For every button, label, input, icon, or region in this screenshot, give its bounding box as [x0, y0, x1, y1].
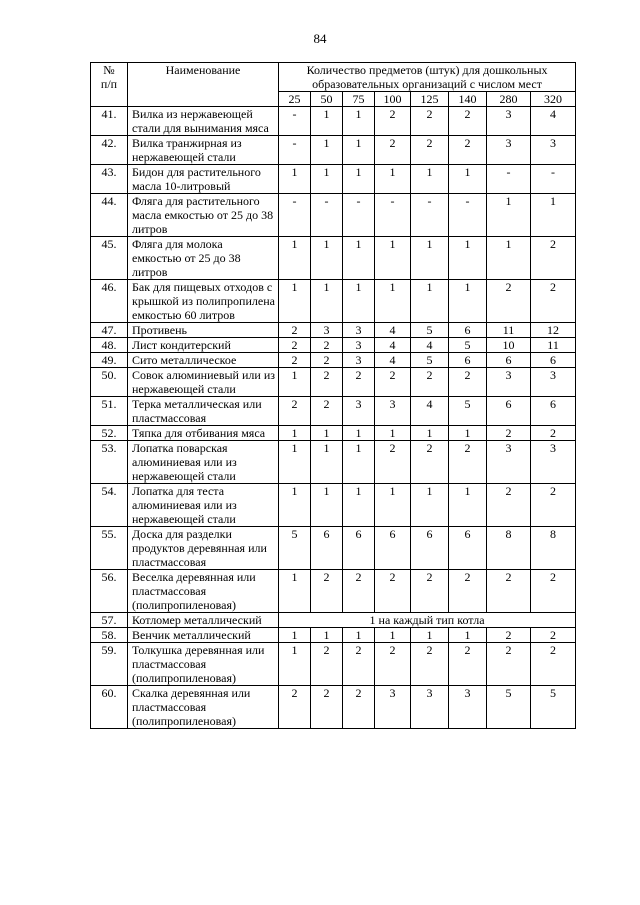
row-quantity-75: - — [343, 194, 375, 237]
row-quantity-25: 2 — [279, 353, 311, 368]
row-quantity-50: 1 — [311, 165, 343, 194]
row-item-name: Лист кондитерский — [128, 338, 279, 353]
row-quantity-25: - — [279, 136, 311, 165]
header-capacity-320: 320 — [531, 92, 576, 107]
row-quantity-100: 3 — [375, 397, 411, 426]
row-quantity-140: 5 — [449, 338, 487, 353]
row-quantity-75: 2 — [343, 686, 375, 729]
row-quantity-50: 1 — [311, 107, 343, 136]
row-quantity-140: 5 — [449, 397, 487, 426]
table-row — [91, 613, 576, 628]
row-quantity-25: - — [279, 194, 311, 237]
row-quantity-50: 1 — [311, 237, 343, 280]
row-quantity-140: 2 — [449, 368, 487, 397]
header-capacity-100: 100 — [375, 92, 411, 107]
row-quantity-125: 5 — [411, 323, 449, 338]
row-number: 51. — [91, 397, 128, 426]
row-quantity-25: 1 — [279, 570, 311, 613]
row-quantity-140: 6 — [449, 527, 487, 570]
row-quantity-25: 1 — [279, 628, 311, 643]
row-quantity-125: 1 — [411, 628, 449, 643]
row-quantity-320: 2 — [531, 426, 576, 441]
row-quantity-140: 6 — [449, 323, 487, 338]
row-quantity-320: 2 — [531, 643, 576, 686]
row-number: 53. — [91, 441, 128, 484]
row-quantity-50: 2 — [311, 368, 343, 397]
header-capacity-125: 125 — [411, 92, 449, 107]
row-quantity-280: 8 — [487, 527, 531, 570]
row-quantity-140: 3 — [449, 686, 487, 729]
row-quantity-50: 1 — [311, 280, 343, 323]
row-quantity-280: 2 — [487, 426, 531, 441]
row-quantity-125: 4 — [411, 338, 449, 353]
row-quantity-100: - — [375, 194, 411, 237]
row-quantity-320: 6 — [531, 353, 576, 368]
row-item-name: Венчик металлический — [128, 628, 279, 643]
row-quantity-75: 1 — [343, 484, 375, 527]
row-quantity-75: 1 — [343, 441, 375, 484]
row-item-name: Бидон для растительного масла 10-литровый — [128, 165, 279, 194]
row-number: 60. — [91, 686, 128, 729]
header-capacity-75: 75 — [343, 92, 375, 107]
header-name: Наименование — [128, 63, 279, 107]
row-quantity-25: - — [279, 107, 311, 136]
row-quantity-50: 1 — [311, 426, 343, 441]
row-quantity-25: 1 — [279, 280, 311, 323]
row-quantity-25: 1 — [279, 165, 311, 194]
row-quantity-320: 2 — [531, 628, 576, 643]
row-number: 46. — [91, 280, 128, 323]
row-quantity-50: 1 — [311, 628, 343, 643]
row-number: 56. — [91, 570, 128, 613]
row-quantity-125: 3 — [411, 686, 449, 729]
row-quantity-140: 2 — [449, 107, 487, 136]
row-quantity-25: 1 — [279, 441, 311, 484]
row-quantity-100: 3 — [375, 686, 411, 729]
row-quantity-25: 2 — [279, 686, 311, 729]
table-row — [91, 441, 576, 484]
row-quantity-100: 1 — [375, 165, 411, 194]
header-capacity-140: 140 — [449, 92, 487, 107]
row-quantity-100: 1 — [375, 426, 411, 441]
table-row — [91, 353, 576, 368]
row-number: 43. — [91, 165, 128, 194]
row-item-name: Сито металлическое — [128, 353, 279, 368]
row-quantity-140: 2 — [449, 643, 487, 686]
row-item-name: Котломер металлический — [128, 613, 279, 628]
table-row — [91, 323, 576, 338]
row-quantity-75: 3 — [343, 338, 375, 353]
row-quantity-140: 1 — [449, 165, 487, 194]
row-quantity-125: 6 — [411, 527, 449, 570]
row-quantity-125: - — [411, 194, 449, 237]
header-capacity-280: 280 — [487, 92, 531, 107]
row-quantity-140: 1 — [449, 628, 487, 643]
row-number: 50. — [91, 368, 128, 397]
row-quantity-75: 1 — [343, 237, 375, 280]
table-row — [91, 368, 576, 397]
row-quantity-140: - — [449, 194, 487, 237]
table-row — [91, 280, 576, 323]
row-item-name: Доска для разделки продуктов деревянная или пластмассовая — [128, 527, 279, 570]
header-capacity-50: 50 — [311, 92, 343, 107]
row-quantity-25: 1 — [279, 484, 311, 527]
row-quantity-125: 5 — [411, 353, 449, 368]
row-quantity-280: 1 — [487, 237, 531, 280]
row-quantity-280: 6 — [487, 397, 531, 426]
table-row — [91, 194, 576, 237]
row-quantity-100: 2 — [375, 570, 411, 613]
row-number: 54. — [91, 484, 128, 527]
row-item-name: Вилка транжирная из нержавеющей стали — [128, 136, 279, 165]
row-item-name: Скалка деревянная или пластмассовая (полипропиленовая) — [128, 686, 279, 729]
row-quantity-50: 2 — [311, 643, 343, 686]
row-number: 48. — [91, 338, 128, 353]
row-quantity-75: 1 — [343, 107, 375, 136]
header-capacity-25: 25 — [279, 92, 311, 107]
row-quantity-50: 2 — [311, 353, 343, 368]
row-number: 57. — [91, 613, 128, 628]
row-number: 47. — [91, 323, 128, 338]
row-quantity-25: 2 — [279, 323, 311, 338]
row-quantity-320: 3 — [531, 136, 576, 165]
row-span-note: 1 на каждый тип котла — [279, 613, 576, 628]
row-quantity-280: 3 — [487, 136, 531, 165]
row-number: 45. — [91, 237, 128, 280]
row-quantity-125: 2 — [411, 570, 449, 613]
row-quantity-100: 1 — [375, 484, 411, 527]
row-quantity-280: 2 — [487, 280, 531, 323]
row-quantity-320: 4 — [531, 107, 576, 136]
row-quantity-50: 1 — [311, 484, 343, 527]
row-quantity-100: 6 — [375, 527, 411, 570]
row-quantity-100: 2 — [375, 643, 411, 686]
row-quantity-100: 2 — [375, 368, 411, 397]
row-quantity-50: 2 — [311, 686, 343, 729]
row-number: 59. — [91, 643, 128, 686]
row-quantity-280: 6 — [487, 353, 531, 368]
row-quantity-100: 2 — [375, 107, 411, 136]
row-quantity-75: 1 — [343, 165, 375, 194]
row-quantity-140: 6 — [449, 353, 487, 368]
row-quantity-320: 6 — [531, 397, 576, 426]
row-quantity-280: 11 — [487, 323, 531, 338]
row-quantity-50: 1 — [311, 136, 343, 165]
table-row — [91, 628, 576, 643]
row-quantity-320: 2 — [531, 280, 576, 323]
row-item-name: Лопатка поварская алюминиевая или из нержавеющей стали — [128, 441, 279, 484]
row-number: 52. — [91, 426, 128, 441]
row-quantity-25: 1 — [279, 643, 311, 686]
table-row — [91, 686, 576, 729]
row-quantity-75: 6 — [343, 527, 375, 570]
row-quantity-100: 1 — [375, 280, 411, 323]
row-quantity-75: 3 — [343, 397, 375, 426]
row-quantity-125: 1 — [411, 426, 449, 441]
row-item-name: Лопатка для теста алюминиевая или из нержавеющей стали — [128, 484, 279, 527]
row-quantity-100: 1 — [375, 237, 411, 280]
row-quantity-125: 2 — [411, 441, 449, 484]
row-quantity-280: 2 — [487, 643, 531, 686]
row-quantity-140: 1 — [449, 280, 487, 323]
row-quantity-320: 1 — [531, 194, 576, 237]
row-quantity-320: 3 — [531, 441, 576, 484]
row-quantity-125: 1 — [411, 237, 449, 280]
row-item-name: Противень — [128, 323, 279, 338]
row-quantity-320: - — [531, 165, 576, 194]
page-number: 84 — [313, 31, 327, 46]
table-header — [91, 63, 576, 107]
table-row — [91, 527, 576, 570]
table-row — [91, 136, 576, 165]
row-quantity-75: 2 — [343, 368, 375, 397]
row-quantity-320: 3 — [531, 368, 576, 397]
row-quantity-25: 2 — [279, 338, 311, 353]
row-quantity-75: 1 — [343, 628, 375, 643]
row-item-name: Вилка из нержавеющей стали для вынимания мяса — [128, 107, 279, 136]
row-quantity-25: 1 — [279, 426, 311, 441]
header-quantity: Количество предметов (штук) для дошкольных образовательных организаций с числом мест — [279, 63, 576, 92]
row-quantity-140: 1 — [449, 426, 487, 441]
row-quantity-75: 3 — [343, 323, 375, 338]
row-item-name: Совок алюминиевый или из нержавеющей стали — [128, 368, 279, 397]
row-quantity-320: 5 — [531, 686, 576, 729]
row-quantity-75: 2 — [343, 643, 375, 686]
row-item-name: Фляга для растительного масла емкостью от 25 до 38 литров — [128, 194, 279, 237]
row-quantity-50: 2 — [311, 570, 343, 613]
row-quantity-280: 5 — [487, 686, 531, 729]
row-quantity-320: 2 — [531, 237, 576, 280]
header-num: № п/п — [91, 63, 128, 107]
table-row — [91, 484, 576, 527]
row-quantity-140: 1 — [449, 484, 487, 527]
row-quantity-320: 2 — [531, 484, 576, 527]
row-quantity-125: 1 — [411, 165, 449, 194]
row-quantity-50: 2 — [311, 338, 343, 353]
row-quantity-125: 2 — [411, 368, 449, 397]
table-row — [91, 570, 576, 613]
row-quantity-125: 2 — [411, 643, 449, 686]
row-quantity-125: 1 — [411, 484, 449, 527]
row-number: 42. — [91, 136, 128, 165]
row-quantity-280: 3 — [487, 107, 531, 136]
row-quantity-280: 2 — [487, 628, 531, 643]
row-quantity-280: 3 — [487, 441, 531, 484]
row-quantity-140: 1 — [449, 237, 487, 280]
row-quantity-280: 2 — [487, 570, 531, 613]
table-row — [91, 237, 576, 280]
row-quantity-320: 12 — [531, 323, 576, 338]
row-quantity-125: 2 — [411, 136, 449, 165]
row-quantity-75: 3 — [343, 353, 375, 368]
row-quantity-320: 8 — [531, 527, 576, 570]
table-body — [91, 107, 576, 729]
row-item-name: Тяпка для отбивания мяса — [128, 426, 279, 441]
row-quantity-280: 10 — [487, 338, 531, 353]
row-quantity-75: 1 — [343, 136, 375, 165]
row-quantity-50: 3 — [311, 323, 343, 338]
row-number: 55. — [91, 527, 128, 570]
row-quantity-125: 4 — [411, 397, 449, 426]
row-quantity-140: 2 — [449, 441, 487, 484]
row-number: 41. — [91, 107, 128, 136]
row-item-name: Терка металлическая или пластмассовая — [128, 397, 279, 426]
row-item-name: Веселка деревянная или пластмассовая (полипропиленовая) — [128, 570, 279, 613]
row-quantity-100: 1 — [375, 628, 411, 643]
table-row — [91, 397, 576, 426]
table-row — [91, 426, 576, 441]
row-quantity-125: 2 — [411, 107, 449, 136]
table-row — [91, 338, 576, 353]
row-quantity-75: 1 — [343, 426, 375, 441]
row-quantity-280: - — [487, 165, 531, 194]
row-quantity-100: 2 — [375, 136, 411, 165]
row-quantity-25: 2 — [279, 397, 311, 426]
row-quantity-320: 11 — [531, 338, 576, 353]
row-quantity-140: 2 — [449, 570, 487, 613]
row-quantity-25: 5 — [279, 527, 311, 570]
row-quantity-50: - — [311, 194, 343, 237]
row-quantity-100: 2 — [375, 441, 411, 484]
table-row — [91, 165, 576, 194]
row-quantity-125: 1 — [411, 280, 449, 323]
row-quantity-50: 1 — [311, 441, 343, 484]
table-row — [91, 107, 576, 136]
row-item-name: Бак для пищевых отходов с крышкой из полипропилена емкостью 60 литров — [128, 280, 279, 323]
row-quantity-25: 1 — [279, 368, 311, 397]
row-quantity-280: 3 — [487, 368, 531, 397]
row-quantity-280: 1 — [487, 194, 531, 237]
row-quantity-50: 2 — [311, 397, 343, 426]
row-number: 49. — [91, 353, 128, 368]
row-item-name: Толкушка деревянная или пластмассовая (полипропиленовая) — [128, 643, 279, 686]
row-quantity-320: 2 — [531, 570, 576, 613]
row-item-name: Фляга для молока емкостью от 25 до 38 литров — [128, 237, 279, 280]
row-quantity-140: 2 — [449, 136, 487, 165]
row-quantity-100: 4 — [375, 338, 411, 353]
row-quantity-25: 1 — [279, 237, 311, 280]
row-quantity-100: 4 — [375, 353, 411, 368]
row-quantity-280: 2 — [487, 484, 531, 527]
row-quantity-75: 1 — [343, 280, 375, 323]
equipment-table — [90, 62, 576, 729]
table-row — [91, 643, 576, 686]
row-quantity-75: 2 — [343, 570, 375, 613]
row-quantity-100: 4 — [375, 323, 411, 338]
row-number: 44. — [91, 194, 128, 237]
row-number: 58. — [91, 628, 128, 643]
row-quantity-50: 6 — [311, 527, 343, 570]
